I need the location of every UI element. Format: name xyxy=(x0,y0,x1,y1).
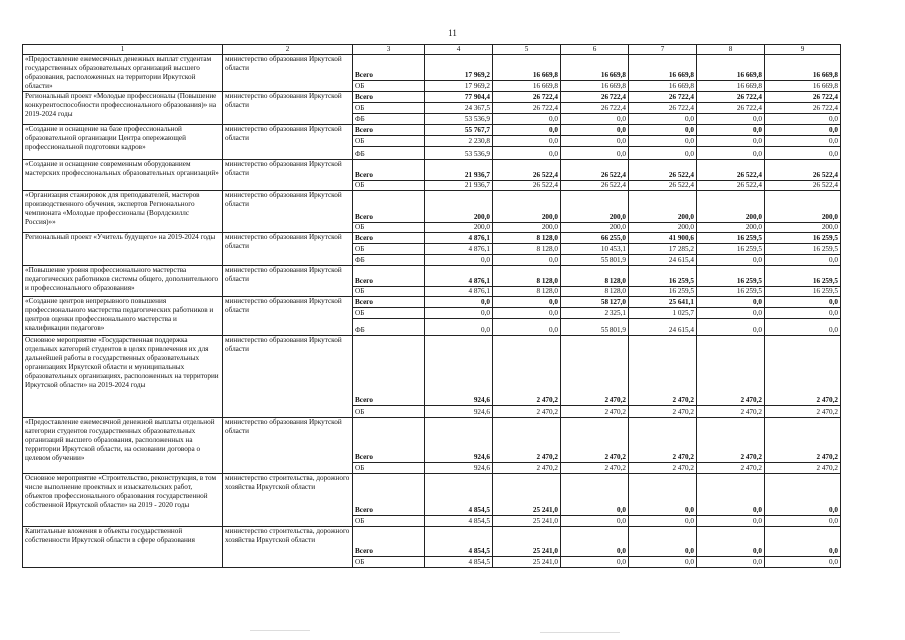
amount-cell: 2 470,2 xyxy=(629,418,697,463)
table-row xyxy=(23,92,841,103)
amount-cell: 16 669,8 xyxy=(765,55,841,81)
amount-cell: 8 128,0 xyxy=(493,287,561,297)
funding-source: ФБ xyxy=(353,319,425,336)
amount-cell: 53 536,9 xyxy=(425,147,493,160)
amount-cell: 0,0 xyxy=(697,297,765,308)
amount-cell: 2 470,2 xyxy=(493,336,561,406)
amount-cell: 26 522,4 xyxy=(765,181,841,191)
amount-cell: 2 470,2 xyxy=(629,336,697,406)
funding-source: Всего xyxy=(353,125,425,136)
amount-cell: 2 470,2 xyxy=(561,463,629,474)
amount-cell: 2 470,2 xyxy=(765,418,841,463)
funding-source: Всего xyxy=(353,55,425,81)
amount-cell: 0,0 xyxy=(629,516,697,527)
amount-cell: 8 128,0 xyxy=(561,266,629,287)
measure-name: «Предоставление ежемесячных денежных выплат студентам государственных образовательных организаций высшего образования, расположенных на территории Иркутской области» xyxy=(23,55,223,92)
funding-source: Всего xyxy=(353,233,425,244)
header-cell: 8 xyxy=(697,45,765,55)
budget-table xyxy=(22,44,841,568)
amount-cell: 0,0 xyxy=(561,114,629,125)
amount-cell: 0,0 xyxy=(629,114,697,125)
amount-cell: 2 470,2 xyxy=(765,336,841,406)
amount-cell: 0,0 xyxy=(765,516,841,527)
amount-cell: 2 470,2 xyxy=(697,463,765,474)
amount-cell: 16 669,8 xyxy=(561,80,629,91)
measure-name: «Организация стажировок для преподавателей, мастеров производственного обучения, экспертов Регионального чемпионата «Молодые профессионалы (Ворлдскиллс Россия)»» xyxy=(23,191,223,233)
amount-cell: 200,0 xyxy=(697,223,765,233)
executor: министерство строительства, дорожного хозяйства Иркутской области xyxy=(223,527,353,568)
amount-cell: 0,0 xyxy=(697,136,765,147)
amount-cell: 0,0 xyxy=(425,308,493,319)
amount-cell: 924,6 xyxy=(425,406,493,418)
amount-cell: 0,0 xyxy=(493,136,561,147)
amount-cell: 200,0 xyxy=(561,191,629,223)
amount-cell: 200,0 xyxy=(629,191,697,223)
amount-cell: 26 522,4 xyxy=(561,160,629,181)
amount-cell: 26 522,4 xyxy=(629,160,697,181)
amount-cell: 200,0 xyxy=(561,223,629,233)
scan-mark xyxy=(250,630,310,631)
amount-cell: 16 669,8 xyxy=(493,80,561,91)
executor: министерство образования Иркутской области xyxy=(223,418,353,474)
amount-cell: 0,0 xyxy=(629,147,697,160)
amount-cell: 26 722,4 xyxy=(765,103,841,114)
amount-cell: 0,0 xyxy=(697,114,765,125)
amount-cell: 924,6 xyxy=(425,336,493,406)
amount-cell: 4 854,5 xyxy=(425,527,493,557)
amount-cell: 0,0 xyxy=(493,319,561,336)
amount-cell: 4 854,5 xyxy=(425,516,493,527)
executor: министерство образования Иркутской области xyxy=(223,266,353,297)
amount-cell: 0,0 xyxy=(697,474,765,516)
executor: министерство строительства, дорожного хозяйства Иркутской области xyxy=(223,474,353,527)
header-cell: 7 xyxy=(629,45,697,55)
amount-cell: 4 854,5 xyxy=(425,474,493,516)
funding-source: ФБ xyxy=(353,147,425,160)
amount-cell: 0,0 xyxy=(629,136,697,147)
amount-cell: 66 255,0 xyxy=(561,233,629,244)
amount-cell: 16 259,5 xyxy=(697,233,765,244)
amount-cell: 0,0 xyxy=(425,297,493,308)
amount-cell: 0,0 xyxy=(765,114,841,125)
amount-cell: 0,0 xyxy=(493,308,561,319)
executor: министерство образования Иркутской области xyxy=(223,233,353,266)
amount-cell: 16 259,5 xyxy=(697,287,765,297)
amount-cell: 26 522,4 xyxy=(765,160,841,181)
amount-cell: 25 241,0 xyxy=(493,474,561,516)
amount-cell: 200,0 xyxy=(765,223,841,233)
funding-source: Всего xyxy=(353,527,425,557)
executor: министерство образования Иркутской области xyxy=(223,336,353,418)
amount-cell: 16 259,5 xyxy=(765,287,841,297)
amount-cell: 2 470,2 xyxy=(561,418,629,463)
amount-cell: 41 900,6 xyxy=(629,233,697,244)
measure-name: Региональный проект «Молодые профессионалы (Повышение конкурентоспособности профессионального образования)» на 2019-2024 годы xyxy=(23,92,223,125)
funding-source: Всего xyxy=(353,297,425,308)
amount-cell: 0,0 xyxy=(425,255,493,266)
measure-name: «Предоставление ежемесячной денежной выплаты отдельной категории студентов государственных образовательных организаций высшего образования, расположенных на территории Иркутской области, на основании договора о целевом обучении» xyxy=(23,418,223,474)
funding-source: ОБ xyxy=(353,244,425,255)
header-cell: 9 xyxy=(765,45,841,55)
header-cell: 1 xyxy=(23,45,223,55)
header-cell: 2 xyxy=(223,45,353,55)
amount-cell: 16 669,8 xyxy=(629,55,697,81)
amount-cell: 55 767,7 xyxy=(425,125,493,136)
amount-cell: 24 367,5 xyxy=(425,103,493,114)
amount-cell: 200,0 xyxy=(425,191,493,223)
measure-name: «Повышение уровня профессионального мастерства педагогических работников системы общего, дополнительного и профессионального образования» xyxy=(23,266,223,297)
amount-cell: 17 969,2 xyxy=(425,55,493,81)
amount-cell: 0,0 xyxy=(697,308,765,319)
amount-cell: 26 722,4 xyxy=(561,103,629,114)
amount-cell: 4 876,1 xyxy=(425,233,493,244)
amount-cell: 0,0 xyxy=(697,319,765,336)
scan-mark xyxy=(540,632,620,633)
amount-cell: 0,0 xyxy=(765,319,841,336)
funding-source: ОБ xyxy=(353,516,425,527)
amount-cell: 2 470,2 xyxy=(493,418,561,463)
amount-cell: 2 470,2 xyxy=(765,463,841,474)
table-row xyxy=(23,336,841,406)
amount-cell: 0,0 xyxy=(561,516,629,527)
funding-source: Всего xyxy=(353,160,425,181)
amount-cell: 26 722,4 xyxy=(629,92,697,103)
amount-cell: 16 669,8 xyxy=(697,80,765,91)
amount-cell: 2 470,2 xyxy=(765,406,841,418)
table-row xyxy=(23,125,841,136)
measure-name: Капитальные вложения в объекты государственной собственности Иркутской области в сфере образования xyxy=(23,527,223,568)
amount-cell: 26 522,4 xyxy=(493,160,561,181)
amount-cell: 26 722,4 xyxy=(561,92,629,103)
amount-cell: 0,0 xyxy=(629,474,697,516)
funding-source: ОБ xyxy=(353,406,425,418)
amount-cell: 0,0 xyxy=(765,297,841,308)
table-row xyxy=(23,55,841,81)
amount-cell: 25 241,0 xyxy=(493,557,561,568)
amount-cell: 0,0 xyxy=(697,125,765,136)
executor: министерство образования Иркутской области xyxy=(223,191,353,233)
amount-cell: 16 669,8 xyxy=(765,80,841,91)
amount-cell: 0,0 xyxy=(425,319,493,336)
amount-cell: 10 453,1 xyxy=(561,244,629,255)
amount-cell: 2 470,2 xyxy=(697,406,765,418)
amount-cell: 26 722,4 xyxy=(697,103,765,114)
amount-cell: 2 470,2 xyxy=(697,336,765,406)
amount-cell: 200,0 xyxy=(493,191,561,223)
amount-cell: 0,0 xyxy=(765,474,841,516)
header-cell: 4 xyxy=(425,45,493,55)
amount-cell: 77 904,4 xyxy=(425,92,493,103)
funding-source: ОБ xyxy=(353,308,425,319)
amount-cell: 0,0 xyxy=(561,125,629,136)
amount-cell: 0,0 xyxy=(561,147,629,160)
amount-cell: 0,0 xyxy=(493,297,561,308)
amount-cell: 16 259,5 xyxy=(629,287,697,297)
funding-source: Всего xyxy=(353,92,425,103)
funding-source: ОБ xyxy=(353,80,425,91)
amount-cell: 16 669,8 xyxy=(561,55,629,81)
amount-cell: 0,0 xyxy=(765,255,841,266)
amount-cell: 16 259,5 xyxy=(697,266,765,287)
executor: министерство образования Иркутской области xyxy=(223,92,353,125)
executor: министерство образования Иркутской области xyxy=(223,55,353,92)
amount-cell: 1 025,7 xyxy=(629,308,697,319)
amount-cell: 25 641,1 xyxy=(629,297,697,308)
executor: министерство образования Иркутской области xyxy=(223,297,353,336)
amount-cell: 200,0 xyxy=(493,223,561,233)
amount-cell: 26 722,4 xyxy=(765,92,841,103)
table-row xyxy=(23,297,841,308)
funding-source: ОБ xyxy=(353,557,425,568)
amount-cell: 53 536,9 xyxy=(425,114,493,125)
amount-cell: 8 128,0 xyxy=(493,233,561,244)
funding-source: ОБ xyxy=(353,136,425,147)
amount-cell: 0,0 xyxy=(765,147,841,160)
table-row xyxy=(23,527,841,557)
amount-cell: 924,6 xyxy=(425,463,493,474)
header-row xyxy=(23,45,841,55)
amount-cell: 26 722,4 xyxy=(493,103,561,114)
executor: министерство образования Иркутской области xyxy=(223,160,353,191)
amount-cell: 0,0 xyxy=(697,516,765,527)
amount-cell: 0,0 xyxy=(629,527,697,557)
amount-cell: 200,0 xyxy=(765,191,841,223)
amount-cell: 58 127,0 xyxy=(561,297,629,308)
measure-name: «Создание центров непрерывного повышения профессионального мастерства педагогических работников и центров оценки профессионального мастерства и квалификации педагогов» xyxy=(23,297,223,336)
amount-cell: 16 669,8 xyxy=(697,55,765,81)
amount-cell: 16 259,5 xyxy=(765,266,841,287)
amount-cell: 0,0 xyxy=(561,557,629,568)
header-cell: 3 xyxy=(353,45,425,55)
amount-cell: 8 128,0 xyxy=(493,266,561,287)
measure-name: Региональный проект «Учитель будущего» на 2019-2024 годы xyxy=(23,233,223,266)
amount-cell: 55 801,9 xyxy=(561,319,629,336)
funding-source: ОБ xyxy=(353,463,425,474)
amount-cell: 26 722,4 xyxy=(493,92,561,103)
measure-name: «Создание и оснащение современным оборудованием мастерских профессиональных образовательных организаций» xyxy=(23,160,223,191)
amount-cell: 0,0 xyxy=(765,557,841,568)
table-row xyxy=(23,266,841,287)
amount-cell: 0,0 xyxy=(561,474,629,516)
amount-cell: 26 722,4 xyxy=(697,92,765,103)
amount-cell: 17 285,2 xyxy=(629,244,697,255)
amount-cell: 0,0 xyxy=(493,125,561,136)
measure-name: Основное мероприятие «Государственная поддержка отдельных категорий студентов в целях привлечения их для дальнейшей работы в государственных образовательных организациях Иркутской области и муниципальных образовательных организациях, расположенных на территории Иркутской области» на 2019-2024 годы xyxy=(23,336,223,418)
amount-cell: 2 470,2 xyxy=(493,463,561,474)
amount-cell: 26 522,4 xyxy=(629,181,697,191)
amount-cell: 0,0 xyxy=(697,527,765,557)
amount-cell: 200,0 xyxy=(697,191,765,223)
table-row xyxy=(23,160,841,181)
amount-cell: 2 470,2 xyxy=(629,463,697,474)
amount-cell: 2 230,8 xyxy=(425,136,493,147)
funding-source: ОБ xyxy=(353,287,425,297)
amount-cell: 8 128,0 xyxy=(561,287,629,297)
amount-cell: 0,0 xyxy=(561,136,629,147)
amount-cell: 4 876,1 xyxy=(425,287,493,297)
funding-source: Всего xyxy=(353,474,425,516)
funding-source: Всего xyxy=(353,266,425,287)
amount-cell: 0,0 xyxy=(765,527,841,557)
measure-name: Основное мероприятие «Строительство, реконструкция, в том числе выполнение проектных и изыскательских работ, объектов профессионального образования государственной собственной Иркутской области» на 2019 - 2020 годы xyxy=(23,474,223,527)
amount-cell: 4 876,1 xyxy=(425,244,493,255)
table-row xyxy=(23,474,841,516)
amount-cell: 25 241,0 xyxy=(493,527,561,557)
amount-cell: 0,0 xyxy=(765,136,841,147)
funding-source: Всего xyxy=(353,191,425,223)
funding-source: ОБ xyxy=(353,223,425,233)
amount-cell: 0,0 xyxy=(629,557,697,568)
amount-cell: 26 722,4 xyxy=(629,103,697,114)
measure-name: «Создание и оснащение на базе профессиональной образовательной организации Центра опережающей профессиональной подготовки кадров» xyxy=(23,125,223,160)
header-cell: 5 xyxy=(493,45,561,55)
amount-cell: 4 854,5 xyxy=(425,557,493,568)
amount-cell: 2 470,2 xyxy=(561,336,629,406)
amount-cell: 0,0 xyxy=(765,125,841,136)
amount-cell: 26 522,4 xyxy=(561,181,629,191)
amount-cell: 2 470,2 xyxy=(493,406,561,418)
amount-cell: 25 241,0 xyxy=(493,516,561,527)
amount-cell: 16 669,8 xyxy=(629,80,697,91)
amount-cell: 0,0 xyxy=(493,114,561,125)
funding-source: ФБ xyxy=(353,255,425,266)
funding-source: ОБ xyxy=(353,181,425,191)
amount-cell: 8 128,0 xyxy=(493,244,561,255)
table-row xyxy=(23,233,841,244)
amount-cell: 26 522,4 xyxy=(493,181,561,191)
table-row xyxy=(23,191,841,223)
amount-cell: 16 669,8 xyxy=(493,55,561,81)
amount-cell: 2 470,2 xyxy=(629,406,697,418)
amount-cell: 26 522,4 xyxy=(697,181,765,191)
amount-cell: 16 259,5 xyxy=(765,233,841,244)
amount-cell: 16 259,5 xyxy=(697,244,765,255)
amount-cell: 2 470,2 xyxy=(697,418,765,463)
amount-cell: 24 615,4 xyxy=(629,319,697,336)
amount-cell: 0,0 xyxy=(561,527,629,557)
amount-cell: 4 876,1 xyxy=(425,266,493,287)
amount-cell: 16 259,5 xyxy=(629,266,697,287)
amount-cell: 17 969,2 xyxy=(425,80,493,91)
table-row xyxy=(23,418,841,463)
amount-cell: 24 615,4 xyxy=(629,255,697,266)
amount-cell: 26 522,4 xyxy=(697,160,765,181)
executor: министерство образования Иркутской области xyxy=(223,125,353,160)
amount-cell: 0,0 xyxy=(493,147,561,160)
amount-cell: 924,6 xyxy=(425,418,493,463)
amount-cell: 0,0 xyxy=(697,255,765,266)
page-number: 11 xyxy=(448,28,457,38)
funding-source: Всего xyxy=(353,336,425,406)
amount-cell: 200,0 xyxy=(425,223,493,233)
amount-cell: 0,0 xyxy=(765,308,841,319)
amount-cell: 0,0 xyxy=(697,147,765,160)
amount-cell: 200,0 xyxy=(629,223,697,233)
amount-cell: 55 801,9 xyxy=(561,255,629,266)
amount-cell: 16 259,5 xyxy=(765,244,841,255)
funding-source: Всего xyxy=(353,418,425,463)
header-cell: 6 xyxy=(561,45,629,55)
amount-cell: 0,0 xyxy=(629,125,697,136)
amount-cell: 21 936,7 xyxy=(425,160,493,181)
amount-cell: 0,0 xyxy=(697,557,765,568)
amount-cell: 2 325,1 xyxy=(561,308,629,319)
amount-cell: 2 470,2 xyxy=(561,406,629,418)
funding-source: ОБ xyxy=(353,103,425,114)
amount-cell: 0,0 xyxy=(493,255,561,266)
funding-source: ФБ xyxy=(353,114,425,125)
amount-cell: 21 936,7 xyxy=(425,181,493,191)
